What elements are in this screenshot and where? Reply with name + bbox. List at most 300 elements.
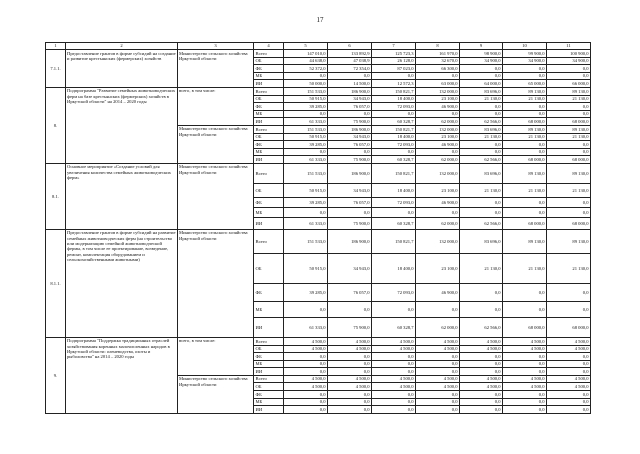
amount-cell: 0,0 bbox=[460, 391, 503, 399]
amount-cell: 18 400,0 bbox=[372, 95, 416, 103]
row-executor: Министерство сельского хозяйства Иркутской области bbox=[178, 229, 254, 337]
funding-source: Всего bbox=[254, 163, 284, 183]
amount-cell: 63 000,0 bbox=[416, 80, 460, 88]
funding-source: ФБ bbox=[254, 391, 284, 399]
amount-cell: 89 130,0 bbox=[547, 125, 591, 133]
amount-cell: 89 130,0 bbox=[503, 87, 547, 95]
funding-source: ОБ bbox=[254, 95, 284, 103]
amount-cell: 0,0 bbox=[284, 301, 328, 317]
funding-source: ИИ bbox=[254, 80, 284, 88]
amount-cell: 34 900,0 bbox=[503, 57, 547, 65]
amount-cell: 0,0 bbox=[284, 368, 328, 376]
amount-cell: 34 943,0 bbox=[328, 183, 372, 197]
amount-cell: 4 500,0 bbox=[328, 337, 372, 345]
col-header: 6 bbox=[328, 43, 372, 50]
funding-source: ИИ bbox=[254, 368, 284, 376]
amount-cell: 32 670,0 bbox=[416, 57, 460, 65]
table-row bbox=[46, 337, 591, 345]
amount-cell: 61 333,0 bbox=[284, 317, 328, 337]
amount-cell: 34 900,0 bbox=[460, 57, 503, 65]
amount-cell: 0,0 bbox=[328, 360, 372, 368]
amount-cell: 68 000,0 bbox=[503, 156, 547, 164]
row-executor: всего, в том числе: bbox=[178, 337, 254, 375]
amount-cell: 186 900,0 bbox=[328, 125, 372, 133]
amount-cell: 161 970,0 bbox=[416, 50, 460, 58]
amount-cell: 0,0 bbox=[328, 72, 372, 80]
amount-cell: 132 000,0 bbox=[416, 125, 460, 133]
amount-cell: 83 696,0 bbox=[460, 125, 503, 133]
amount-cell: 89 130,0 bbox=[547, 229, 591, 253]
amount-cell: 89 130,0 bbox=[547, 163, 591, 183]
amount-cell: 132 000,0 bbox=[416, 229, 460, 253]
amount-cell: 87 023,0 bbox=[372, 65, 416, 73]
amount-cell: 39 285,0 bbox=[284, 197, 328, 207]
funding-source: МБ bbox=[254, 301, 284, 317]
amount-cell: 46 900,0 bbox=[416, 141, 460, 149]
amount-cell: 60 328,7 bbox=[372, 317, 416, 337]
amount-cell: 4 500,0 bbox=[372, 337, 416, 345]
amount-cell: 62 566,0 bbox=[460, 156, 503, 164]
amount-cell: 0,0 bbox=[284, 360, 328, 368]
amount-cell: 0,0 bbox=[547, 360, 591, 368]
funding-source: Всего bbox=[254, 50, 284, 58]
amount-cell: 44 638,0 bbox=[284, 57, 328, 65]
amount-cell: 0,0 bbox=[503, 398, 547, 406]
amount-cell: 150 821,7 bbox=[372, 229, 416, 253]
amount-cell: 0,0 bbox=[328, 353, 372, 361]
col-header: 7 bbox=[372, 43, 416, 50]
amount-cell: 0,0 bbox=[503, 197, 547, 207]
amount-cell: 0,0 bbox=[460, 103, 503, 111]
amount-cell: 0,0 bbox=[460, 353, 503, 361]
amount-cell: 0,0 bbox=[328, 391, 372, 399]
col-header: 8 bbox=[416, 43, 460, 50]
amount-cell: 0,0 bbox=[503, 72, 547, 80]
amount-cell: 0,0 bbox=[503, 141, 547, 149]
amount-cell: 0,0 bbox=[416, 360, 460, 368]
amount-cell: 83 696,0 bbox=[460, 87, 503, 95]
funding-source: ОБ bbox=[254, 253, 284, 283]
amount-cell: 62 000,0 bbox=[416, 156, 460, 164]
amount-cell: 89 130,0 bbox=[547, 87, 591, 95]
amount-cell: 0,0 bbox=[372, 110, 416, 118]
amount-cell: 75 900,0 bbox=[328, 217, 372, 229]
amount-cell: 0,0 bbox=[503, 368, 547, 376]
amount-cell: 0,0 bbox=[503, 391, 547, 399]
funding-source: ФБ bbox=[254, 197, 284, 207]
amount-cell: 4 500,0 bbox=[416, 383, 460, 391]
amount-cell: 72 093,0 bbox=[372, 103, 416, 111]
amount-cell: 0,0 bbox=[372, 353, 416, 361]
amount-cell: 18 400,0 bbox=[372, 253, 416, 283]
amount-cell: 0,0 bbox=[416, 110, 460, 118]
amount-cell: 0,0 bbox=[547, 72, 591, 80]
amount-cell: 0,0 bbox=[416, 406, 460, 414]
amount-cell: 0,0 bbox=[284, 148, 328, 156]
amount-cell: 21 130,0 bbox=[503, 183, 547, 197]
funding-source: ОБ bbox=[254, 133, 284, 141]
funding-source: МБ bbox=[254, 72, 284, 80]
amount-cell: 0,0 bbox=[547, 391, 591, 399]
amount-cell: 89 130,0 bbox=[503, 125, 547, 133]
amount-cell: 0,0 bbox=[328, 207, 372, 217]
col-header: 9 bbox=[460, 43, 503, 50]
row-executor: всего, в том числе: bbox=[178, 87, 254, 125]
amount-cell: 186 900,0 bbox=[328, 229, 372, 253]
amount-cell: 0,0 bbox=[416, 301, 460, 317]
table-row bbox=[46, 163, 591, 183]
col-header: 10 bbox=[503, 43, 547, 50]
amount-cell: 0,0 bbox=[372, 391, 416, 399]
amount-cell: 4 500,0 bbox=[416, 337, 460, 345]
amount-cell: 75 900,0 bbox=[328, 156, 372, 164]
amount-cell: 0,0 bbox=[284, 391, 328, 399]
amount-cell: 65 000,0 bbox=[503, 80, 547, 88]
amount-cell: 0,0 bbox=[503, 406, 547, 414]
col-header: 4 bbox=[254, 43, 284, 50]
amount-cell: 62 000,0 bbox=[416, 118, 460, 126]
amount-cell: 0,0 bbox=[416, 207, 460, 217]
amount-cell: 21 130,0 bbox=[503, 133, 547, 141]
amount-cell: 0,0 bbox=[460, 360, 503, 368]
amount-cell: 151 533,0 bbox=[284, 87, 328, 95]
amount-cell: 186 900,0 bbox=[328, 87, 372, 95]
amount-cell: 21 130,0 bbox=[460, 95, 503, 103]
amount-cell: 151 533,0 bbox=[284, 229, 328, 253]
funding-source: ИИ bbox=[254, 118, 284, 126]
amount-cell: 4 500,0 bbox=[284, 345, 328, 353]
amount-cell: 4 500,0 bbox=[372, 345, 416, 353]
amount-cell: 0,0 bbox=[372, 406, 416, 414]
amount-cell: 0,0 bbox=[328, 368, 372, 376]
amount-cell: 0,0 bbox=[328, 148, 372, 156]
amount-cell: 0,0 bbox=[416, 368, 460, 376]
amount-cell: 0,0 bbox=[547, 301, 591, 317]
funding-source: МБ bbox=[254, 148, 284, 156]
amount-cell: 0,0 bbox=[460, 148, 503, 156]
amount-cell: 21 130,0 bbox=[547, 253, 591, 283]
amount-cell: 98 900,0 bbox=[460, 50, 503, 58]
amount-cell: 100 900,0 bbox=[547, 50, 591, 58]
amount-cell: 52 372,0 bbox=[284, 65, 328, 73]
amount-cell: 4 500,0 bbox=[503, 383, 547, 391]
amount-cell: 23 100,0 bbox=[416, 95, 460, 103]
amount-cell: 60 328,7 bbox=[372, 217, 416, 229]
amount-cell: 0,0 bbox=[460, 65, 503, 73]
amount-cell: 0,0 bbox=[284, 207, 328, 217]
amount-cell: 4 500,0 bbox=[503, 345, 547, 353]
amount-cell: 62 000,0 bbox=[416, 317, 460, 337]
funding-source: ФБ bbox=[254, 353, 284, 361]
amount-cell: 50 915,0 bbox=[284, 183, 328, 197]
amount-cell: 39 285,0 bbox=[284, 141, 328, 149]
amount-cell: 21 130,0 bbox=[460, 133, 503, 141]
amount-cell: 68 000,0 bbox=[547, 217, 591, 229]
amount-cell: 61 333,0 bbox=[284, 118, 328, 126]
amount-cell: 0,0 bbox=[416, 391, 460, 399]
amount-cell: 4 500,0 bbox=[460, 383, 503, 391]
amount-cell: 0,0 bbox=[547, 368, 591, 376]
amount-cell: 0,0 bbox=[503, 360, 547, 368]
row-number: 8.1.1. bbox=[46, 229, 66, 337]
amount-cell: 64 000,0 bbox=[460, 80, 503, 88]
amount-cell: 125 723,3 bbox=[372, 50, 416, 58]
funding-source: ИИ bbox=[254, 317, 284, 337]
funding-source: ИИ bbox=[254, 156, 284, 164]
funding-source: ИИ bbox=[254, 217, 284, 229]
amount-cell: 75 900,0 bbox=[328, 118, 372, 126]
funding-source: ФБ bbox=[254, 283, 284, 301]
amount-cell: 76 057,0 bbox=[328, 141, 372, 149]
amount-cell: 21 130,0 bbox=[547, 95, 591, 103]
amount-cell: 0,0 bbox=[547, 65, 591, 73]
amount-cell: 50 915,0 bbox=[284, 95, 328, 103]
funding-source: Всего bbox=[254, 337, 284, 345]
amount-cell: 4 500,0 bbox=[284, 337, 328, 345]
amount-cell: 21 130,0 bbox=[460, 253, 503, 283]
amount-cell: 0,0 bbox=[460, 72, 503, 80]
amount-cell: 4 500,0 bbox=[460, 375, 503, 383]
amount-cell: 76 057,0 bbox=[328, 283, 372, 301]
table-body bbox=[46, 43, 591, 414]
amount-cell: 4 500,0 bbox=[460, 337, 503, 345]
row-number: 7.1.1. bbox=[46, 50, 66, 88]
amount-cell: 0,0 bbox=[547, 353, 591, 361]
amount-cell: 4 500,0 bbox=[372, 383, 416, 391]
amount-cell: 0,0 bbox=[503, 110, 547, 118]
row-number: 8. bbox=[46, 87, 66, 163]
funding-source: Всего bbox=[254, 125, 284, 133]
amount-cell: 26 128,0 bbox=[372, 57, 416, 65]
amount-cell: 4 500,0 bbox=[284, 375, 328, 383]
funding-source: МБ bbox=[254, 207, 284, 217]
amount-cell: 0,0 bbox=[460, 197, 503, 207]
amount-cell: 0,0 bbox=[547, 207, 591, 217]
amount-cell: 151 533,0 bbox=[284, 163, 328, 183]
amount-cell: 50 000,0 bbox=[284, 80, 328, 88]
amount-cell: 21 130,0 bbox=[460, 183, 503, 197]
amount-cell: 0,0 bbox=[372, 398, 416, 406]
amount-cell: 34 943,0 bbox=[328, 95, 372, 103]
row-name: Подпрограмма "Развитие семейных животноводческих ферм на базе крестьянских (фермерских) хозяйств в Иркутской области" на 2014 – 2020 годы bbox=[66, 87, 178, 163]
row-number: 9. bbox=[46, 337, 66, 413]
row-executor: Министерство сельского хозяйства Иркутской области bbox=[178, 163, 254, 229]
amount-cell: 68 000,0 bbox=[503, 118, 547, 126]
row-executor: Министерство сельского хозяйства Иркутской области bbox=[178, 125, 254, 163]
amount-cell: 0,0 bbox=[328, 406, 372, 414]
budget-table bbox=[45, 42, 591, 414]
funding-source: ОБ bbox=[254, 345, 284, 353]
amount-cell: 89 130,0 bbox=[503, 163, 547, 183]
amount-cell: 0,0 bbox=[416, 72, 460, 80]
amount-cell: 150 821,7 bbox=[372, 125, 416, 133]
amount-cell: 62 566,0 bbox=[460, 118, 503, 126]
row-number: 8.1. bbox=[46, 163, 66, 229]
amount-cell: 46 900,0 bbox=[416, 103, 460, 111]
amount-cell: 0,0 bbox=[503, 301, 547, 317]
amount-cell: 0,0 bbox=[416, 148, 460, 156]
funding-source: Всего bbox=[254, 87, 284, 95]
amount-cell: 0,0 bbox=[372, 360, 416, 368]
amount-cell: 21 130,0 bbox=[503, 95, 547, 103]
amount-cell: 133 892,9 bbox=[328, 50, 372, 58]
amount-cell: 62 566,0 bbox=[460, 317, 503, 337]
amount-cell: 68 000,0 bbox=[547, 118, 591, 126]
amount-cell: 0,0 bbox=[416, 398, 460, 406]
amount-cell: 18 400,0 bbox=[372, 183, 416, 197]
amount-cell: 50 915,0 bbox=[284, 253, 328, 283]
amount-cell: 0,0 bbox=[328, 110, 372, 118]
amount-cell: 4 500,0 bbox=[547, 375, 591, 383]
col-header: 11 bbox=[547, 43, 591, 50]
table-row bbox=[46, 50, 591, 58]
amount-cell: 4 500,0 bbox=[284, 383, 328, 391]
amount-cell: 0,0 bbox=[460, 283, 503, 301]
amount-cell: 0,0 bbox=[372, 301, 416, 317]
amount-cell: 0,0 bbox=[372, 148, 416, 156]
funding-source: Всего bbox=[254, 375, 284, 383]
amount-cell: 0,0 bbox=[503, 207, 547, 217]
amount-cell: 0,0 bbox=[503, 103, 547, 111]
amount-cell: 4 500,0 bbox=[328, 345, 372, 353]
amount-cell: 4 500,0 bbox=[328, 375, 372, 383]
amount-cell: 0,0 bbox=[284, 353, 328, 361]
col-header: 5 bbox=[284, 43, 328, 50]
amount-cell: 0,0 bbox=[284, 110, 328, 118]
amount-cell: 0,0 bbox=[328, 398, 372, 406]
amount-cell: 4 500,0 bbox=[372, 375, 416, 383]
amount-cell: 0,0 bbox=[372, 368, 416, 376]
amount-cell: 68 000,0 bbox=[547, 317, 591, 337]
amount-cell: 0,0 bbox=[547, 148, 591, 156]
amount-cell: 76 057,0 bbox=[328, 197, 372, 207]
amount-cell: 0,0 bbox=[460, 207, 503, 217]
amount-cell: 46 900,0 bbox=[416, 283, 460, 301]
amount-cell: 150 821,7 bbox=[372, 87, 416, 95]
amount-cell: 72 093,0 bbox=[372, 141, 416, 149]
col-header: 1 bbox=[46, 43, 66, 50]
amount-cell: 46 900,0 bbox=[416, 197, 460, 207]
amount-cell: 4 500,0 bbox=[503, 375, 547, 383]
amount-cell: 0,0 bbox=[460, 141, 503, 149]
column-number-row bbox=[46, 43, 591, 50]
amount-cell: 186 900,0 bbox=[328, 163, 372, 183]
amount-cell: 68 000,0 bbox=[503, 217, 547, 229]
funding-source: Всего bbox=[254, 229, 284, 253]
amount-cell: 60 328,7 bbox=[372, 118, 416, 126]
amount-cell: 47 038,9 bbox=[328, 57, 372, 65]
amount-cell: 14 500,0 bbox=[328, 80, 372, 88]
amount-cell: 34 900,0 bbox=[547, 57, 591, 65]
amount-cell: 68 000,0 bbox=[503, 317, 547, 337]
amount-cell: 39 285,0 bbox=[284, 103, 328, 111]
amount-cell: 0,0 bbox=[372, 72, 416, 80]
row-executor: Министерство сельского хозяйства Иркутской области bbox=[178, 375, 254, 413]
amount-cell: 4 500,0 bbox=[547, 345, 591, 353]
amount-cell: 0,0 bbox=[460, 398, 503, 406]
amount-cell: 4 500,0 bbox=[503, 337, 547, 345]
amount-cell: 0,0 bbox=[547, 406, 591, 414]
col-header: 2 bbox=[66, 43, 178, 50]
amount-cell: 75 900,0 bbox=[328, 317, 372, 337]
amount-cell: 0,0 bbox=[460, 301, 503, 317]
row-name: Основное мероприятие «Создание условий для увеличения количества семейных животноводческих ферм» bbox=[66, 163, 178, 229]
amount-cell: 23 100,0 bbox=[416, 253, 460, 283]
amount-cell: 83 696,0 bbox=[460, 163, 503, 183]
amount-cell: 66 300,0 bbox=[416, 65, 460, 73]
funding-source: ФБ bbox=[254, 65, 284, 73]
amount-cell: 0,0 bbox=[503, 65, 547, 73]
amount-cell: 23 100,0 bbox=[416, 133, 460, 141]
amount-cell: 21 130,0 bbox=[547, 183, 591, 197]
amount-cell: 62 000,0 bbox=[416, 217, 460, 229]
funding-source: ФБ bbox=[254, 103, 284, 111]
amount-cell: 60 328,7 bbox=[372, 156, 416, 164]
amount-cell: 21 130,0 bbox=[503, 253, 547, 283]
amount-cell: 4 500,0 bbox=[547, 383, 591, 391]
amount-cell: 0,0 bbox=[460, 368, 503, 376]
amount-cell: 68 000,0 bbox=[547, 156, 591, 164]
row-executor: Министерство сельского хозяйства Иркутской области bbox=[178, 50, 254, 88]
amount-cell: 0,0 bbox=[284, 406, 328, 414]
amount-cell: 132 000,0 bbox=[416, 87, 460, 95]
funding-source: ОБ bbox=[254, 183, 284, 197]
table-row bbox=[46, 87, 591, 95]
col-header: 3 bbox=[178, 43, 254, 50]
amount-cell: 62 566,0 bbox=[460, 217, 503, 229]
amount-cell: 0,0 bbox=[503, 283, 547, 301]
funding-source: ОБ bbox=[254, 57, 284, 65]
row-name: Подпрограмма "Поддержка традиционных отраслей хозяйствования коренных малочисленных народов в Иркутской области: оленеводства, охоты и рыболовства" на 2014 – 2020 годы bbox=[66, 337, 178, 413]
amount-cell: 61 333,0 bbox=[284, 156, 328, 164]
amount-cell: 72 093,0 bbox=[372, 283, 416, 301]
amount-cell: 0,0 bbox=[547, 398, 591, 406]
amount-cell: 0,0 bbox=[328, 301, 372, 317]
amount-cell: 0,0 bbox=[547, 197, 591, 207]
amount-cell: 147 010,0 bbox=[284, 50, 328, 58]
amount-cell: 76 057,0 bbox=[328, 103, 372, 111]
row-name: Предоставление грантов в форме субсидий на развитие семейных животноводческих ферм (на строительство или модернизацию семейной животноводческой фермы, в том числе ее проектирование, возведение, ремонт, комплектация оборудованием и сельскохозяйственными животными) bbox=[66, 229, 178, 337]
amount-cell: 0,0 bbox=[503, 353, 547, 361]
amount-cell: 99 900,0 bbox=[503, 50, 547, 58]
amount-cell: 50 915,0 bbox=[284, 133, 328, 141]
funding-source: ИИ bbox=[254, 406, 284, 414]
amount-cell: 12 572,3 bbox=[372, 80, 416, 88]
amount-cell: 0,0 bbox=[547, 110, 591, 118]
amount-cell: 4 500,0 bbox=[416, 375, 460, 383]
amount-cell: 23 100,0 bbox=[416, 183, 460, 197]
funding-source: МБ bbox=[254, 110, 284, 118]
amount-cell: 72 093,0 bbox=[372, 197, 416, 207]
amount-cell: 39 285,0 bbox=[284, 283, 328, 301]
amount-cell: 0,0 bbox=[284, 398, 328, 406]
amount-cell: 0,0 bbox=[547, 283, 591, 301]
amount-cell: 66 000,0 bbox=[547, 80, 591, 88]
amount-cell: 0,0 bbox=[547, 103, 591, 111]
amount-cell: 150 821,7 bbox=[372, 163, 416, 183]
amount-cell: 83 696,0 bbox=[460, 229, 503, 253]
amount-cell: 4 500,0 bbox=[416, 345, 460, 353]
amount-cell: 89 130,0 bbox=[503, 229, 547, 253]
amount-cell: 18 400,0 bbox=[372, 133, 416, 141]
amount-cell: 151 533,0 bbox=[284, 125, 328, 133]
amount-cell: 0,0 bbox=[284, 72, 328, 80]
row-name: Предоставление грантов в форме субсидий на создание и развитие крестьянских (фермерских) хозяйств bbox=[66, 50, 178, 88]
amount-cell: 132 000,0 bbox=[416, 163, 460, 183]
amount-cell: 0,0 bbox=[547, 141, 591, 149]
amount-cell: 0,0 bbox=[460, 110, 503, 118]
funding-source: ФБ bbox=[254, 141, 284, 149]
